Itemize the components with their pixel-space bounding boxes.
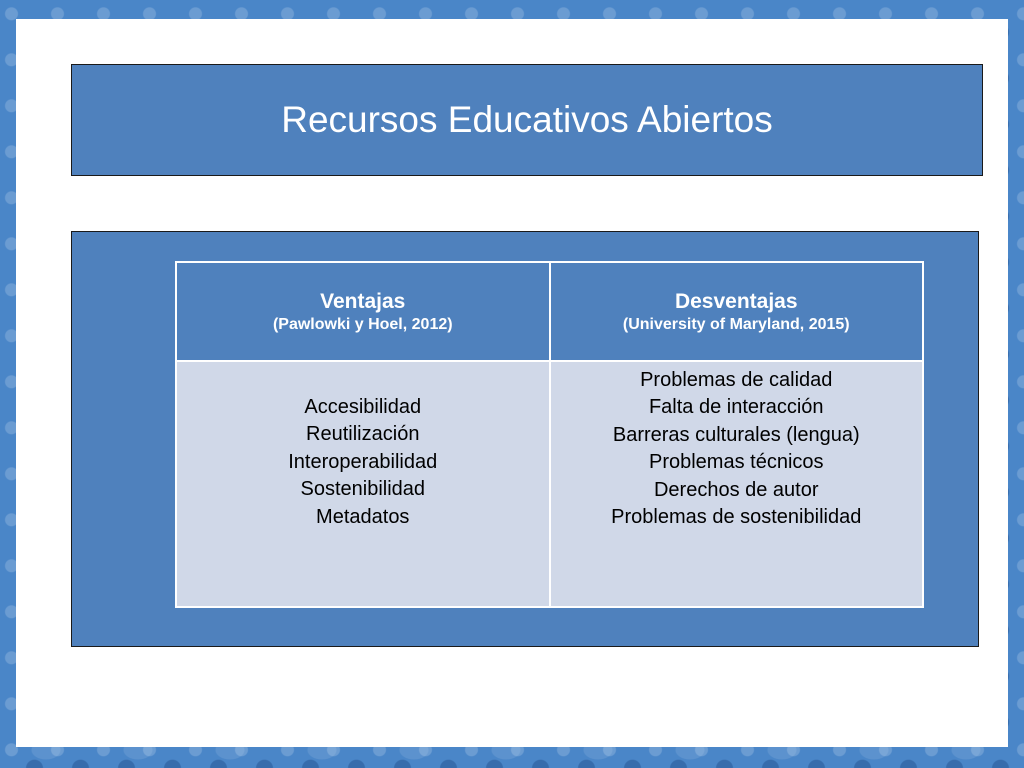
list-item: Problemas técnicos bbox=[648, 451, 824, 474]
header-desventajas-label: Desventajas bbox=[674, 289, 798, 313]
header-desventajas-source: (University of Maryland, 2015) bbox=[622, 315, 850, 333]
list-item: Reutilización bbox=[306, 423, 420, 446]
slide bbox=[16, 19, 1008, 747]
table-row bbox=[176, 361, 923, 607]
content-box bbox=[71, 231, 979, 647]
title-box bbox=[71, 64, 983, 176]
comparison-table bbox=[175, 261, 924, 608]
list-item: Metadatos bbox=[316, 505, 410, 528]
desventajas-list bbox=[551, 362, 923, 531]
header-ventajas-source: (Pawlowki y Hoel, 2012) bbox=[272, 315, 453, 333]
slide-title: Recursos Educativos Abiertos bbox=[281, 99, 773, 140]
list-item: Derechos de autor bbox=[653, 478, 819, 501]
list-item: Problemas de calidad bbox=[640, 369, 833, 391]
list-item: Falta de interacción bbox=[648, 396, 824, 419]
ventajas-list bbox=[177, 362, 549, 531]
header-desventajas bbox=[550, 262, 924, 361]
list-item: Barreras culturales (lengua) bbox=[612, 423, 860, 446]
ventajas-cell bbox=[176, 361, 550, 607]
list-item: Accesibilidad bbox=[304, 396, 422, 418]
header-ventajas-label: Ventajas bbox=[320, 289, 406, 313]
desventajas-cell bbox=[550, 361, 924, 607]
list-item: Interoperabilidad bbox=[288, 450, 438, 473]
header-ventajas bbox=[176, 262, 550, 361]
list-item: Problemas de sostenibilidad bbox=[611, 506, 862, 529]
table-header-row bbox=[176, 262, 923, 361]
list-item: Sostenibilidad bbox=[300, 478, 426, 501]
